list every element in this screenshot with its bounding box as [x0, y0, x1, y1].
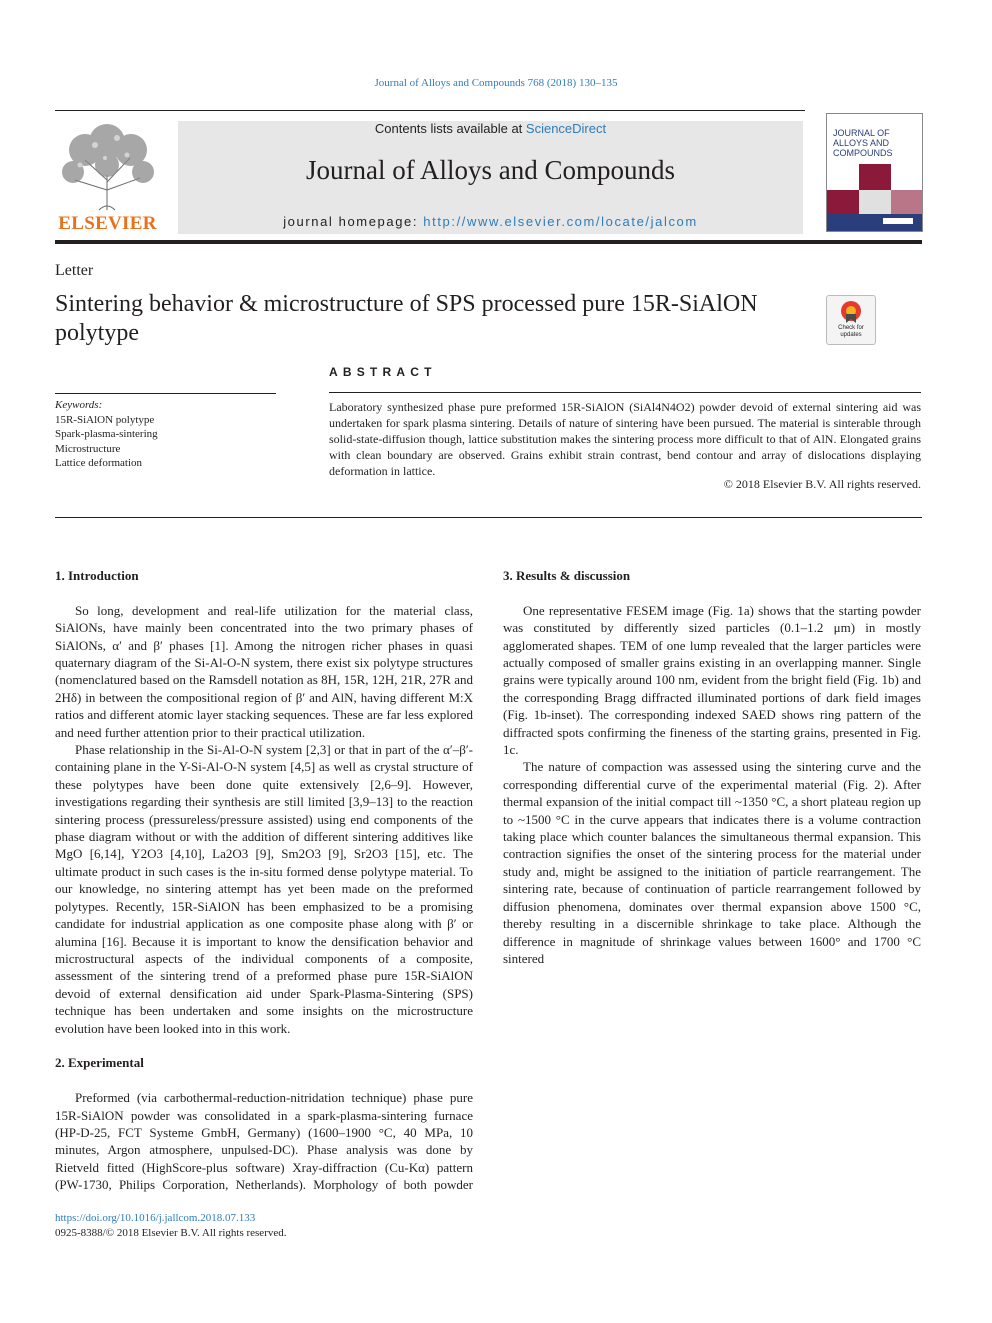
cover-pattern-icon	[827, 164, 922, 231]
section-heading-experimental: 2. Experimental	[55, 1055, 144, 1071]
masthead-top-rule	[55, 110, 805, 111]
abstract-heading: ABSTRACT	[329, 365, 437, 379]
abstract-text: Laboratory synthesized phase pure preformed 15R-SiAlON (SiAl4N4O2) powder devoid of external sintering aid was undertaken for spark plasma sintering. Details of nature of sintering have been pursued. The material is sinterable through solid-state-diffusion though, lattice substitution makes the sintering process more difficult to that of AlN. Elongated grains with clean boundary are observed. Grains exhibit strain contrast, bend contour and array of dislocations displaying deformation in lattice.	[329, 400, 921, 478]
homepage-prefix: journal homepage:	[283, 214, 424, 229]
paragraph: Phase relationship in the Si-Al-O-N system [2,3] or that in part of the α′–β′- containing plane in the Y-Si-Al-O-N system [4,5] as well as crystal structure of these polytypes have been done quite extensively [2,6–9]. However, investigations regarding their synthesis are still limited [3,9–13] to the reaction sintering process (pressureless/pressure assisted) using end components of the phase diagram without or with the addition of different sintering additives like MgO [6,14], Y2O3 [4,10], La2O3 [9], Sm2O3 [9], Sr2O3 [15], etc. The ultimate product in such cases is the in-situ formed dense polytype material. To our knowledge, no sintering attempt has yet been made on the preformed polytypes. Recently, 15R-SiAlON has been emphasized to be a promising candidate for industrial application as one composite phase along with β′ or alumina [16]. Because it is important to know the densification behavior and microstructural aspects of the individual components of a composite, assessment of the sintering trend of a preformed phase pure 15R-SiAlON devoid of external densification aid under Spark-Plasma-Sintering (SPS) technique has been undertaken and some insights on the microstructure evolution have been looked into in this work.	[55, 742, 473, 1036]
elsevier-wordmark: ELSEVIER	[58, 213, 157, 234]
article-type: Letter	[55, 262, 94, 279]
keywords-rule	[55, 393, 276, 394]
abstract-copyright: © 2018 Elsevier B.V. All rights reserved.	[723, 477, 921, 491]
check-for-updates-button[interactable]	[826, 295, 876, 345]
homepage-line	[178, 214, 803, 229]
sciencedirect-link[interactable]: ScienceDirect	[525, 121, 607, 136]
section-heading-results: 3. Results & discussion	[503, 568, 631, 583]
doi-link[interactable]: https://doi.org/10.1016/j.jallcom.2018.07.133	[55, 1212, 256, 1224]
journal-cover-thumbnail[interactable]	[826, 113, 923, 232]
keywords-heading: Keywords:	[55, 399, 103, 411]
contents-prefix: Contents lists available at	[374, 121, 526, 136]
keyword-item: Spark-plasma-sintering	[55, 428, 158, 440]
keyword-item: Microstructure	[55, 442, 121, 455]
issn-line: 0925-8388/© 2018 Elsevier B.V. All rights reserved.	[55, 1227, 287, 1239]
bookmark-icon	[840, 300, 862, 324]
check-updates-label: Check for updates	[838, 325, 864, 338]
elsevier-tree-icon	[55, 120, 160, 212]
journal-title[interactable]: Journal of Alloys and Compounds	[306, 155, 675, 185]
article-title: Sintering behavior & microstructure of SPS processed pure 15R-SiAlON polytype	[55, 291, 758, 346]
paragraph: So long, development and real-life utilization for the material class, SiAlONs, have mainly been concentrated into the two primary phases of SiAlONs, α′ and β′ phases [1]. Among the nitrogen richer phases in quasi quaternary diagram of the Si-Al-O-N system, there exist six polytype structures (nomenclatured based on the Ramsdell notation as 8H, 15R, 12H, 21R, 27R and 2Hδ) in between the compositional region of β′ and AlN, having different M:X ratios and different atomic layer stacking sequences. These are far less explored and need further attention prior to their practical utilization.	[55, 602, 473, 740]
section-heading-introduction: 1. Introduction	[55, 568, 139, 583]
keyword-item: Lattice deformation	[55, 457, 143, 469]
paragraph: One representative FESEM image (Fig. 1a) shows that the starting powder was constituted by differently sized particles (0.1–1.2 μm) in mostly agglomerated shapes. TEM of one lump revealed that the larger particles were actually composed of smaller grains existing in an overlapping manner. Single grains were typically around 100 nm, evident from the bright field (Fig. 1b) and the corresponding Bragg diffracted illuminated portions of dark field images (Fig. 1b-inset). The corresponding indexed SAED shows ring pattern of the diffracted spots confirming the fineness of the starting grains, presented in Fig. 1c.	[503, 602, 921, 758]
paragraph: Preformed (via carbothermal-reduction-nitridation technique) phase pure 15R-SiAlON powder was consolidated in a spark-plasma-sintering furnace (HP-D-25, FCT Systeme GmbH, Germany) (1600–1900 °C, 40 MPa, 10 minutes, Argon atmosphere, unpulsed-DC). Phase analysis was done by Rietveld fitted (HighScore-plus software) Xray-diffraction (Cu-Kα) pattern (PW-1730, Philips Corporation, Netherlands). Morphology of both powder	[55, 1090, 473, 1193]
abstract-rule	[329, 392, 921, 393]
keyword-item: 15R-SiAlON polytype	[55, 413, 155, 426]
keywords-block	[55, 398, 285, 471]
journal-reference[interactable]: Journal of Alloys and Compounds 768 (2018) 130–135	[374, 77, 618, 89]
contents-line	[178, 121, 803, 136]
masthead-bottom-rule	[55, 240, 922, 244]
elsevier-logo[interactable]	[55, 120, 160, 235]
body-column-right	[503, 567, 921, 967]
body-column-left	[55, 567, 473, 1195]
section-divider	[55, 517, 922, 518]
paragraph: The nature of compaction was assessed using the sintering curve and the corresponding differential curve of the experimental material (Fig. 2). After thermal expansion of the initial compact till ~1350 °C, a short plateau region up to ~1500 °C in the curve appears that indicates there is a volume contraction taking place which counter balances the simultaneous thermal expansion. This contraction signifies the onset of the sintering process for the material under study and, might be assigned to the initiation of particle rearrangement. The sintering rate, because of continuation of particle rearrangement followed by diffusion phenomena, dominates over thermal expansion above 1500 °C, thereby resulting in a discernible shrinkage to take place. Although the difference in magnitude of shrinkage values between 1600° and 1700 °C sintered	[503, 759, 921, 966]
cover-title: JOURNAL OF ALLOYS AND COMPOUNDS	[833, 128, 893, 158]
homepage-link[interactable]: http://www.elsevier.com/locate/jalcom	[423, 214, 698, 229]
